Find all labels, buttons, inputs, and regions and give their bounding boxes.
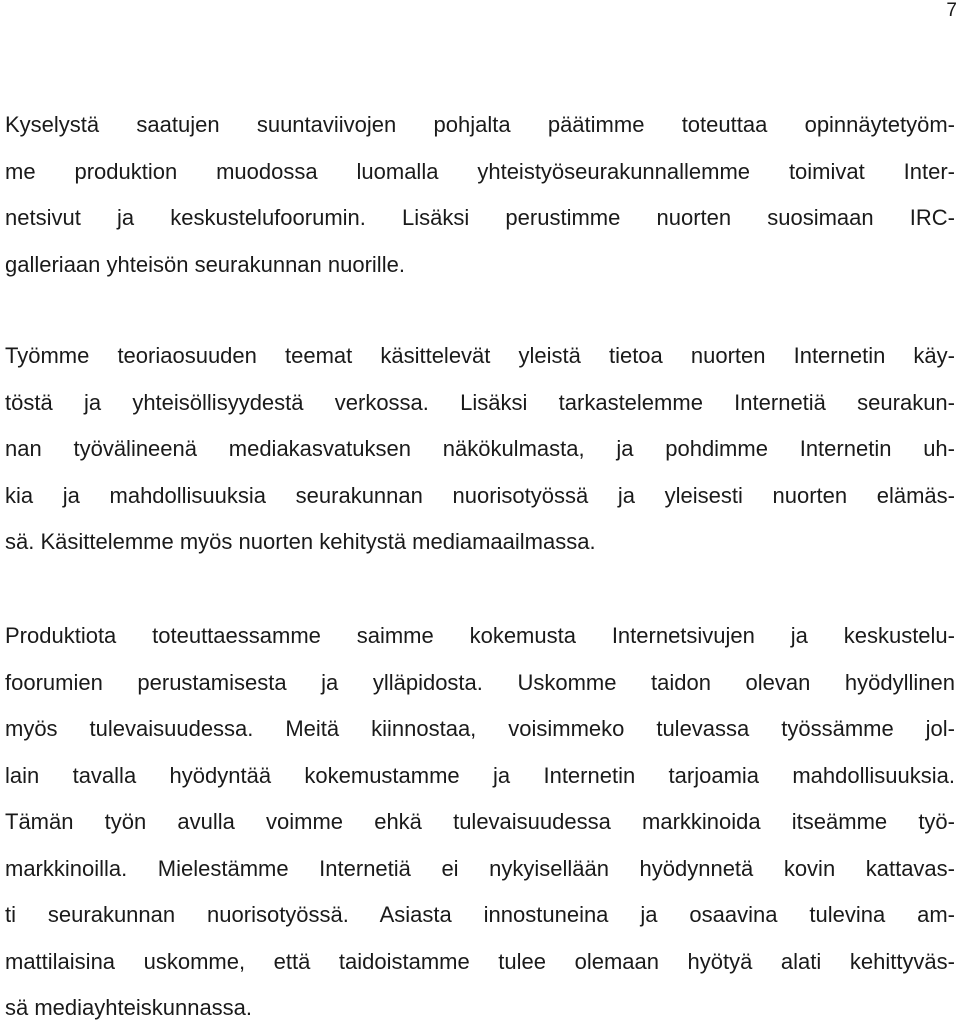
text-line: lain tavalla hyödyntää kokemustamme ja Internetin tarjoamia mahdollisuuksia.: [5, 762, 955, 788]
text-line: Työmme teoriaosuuden teemat käsittelevät yleistä tietoa nuorten Internetin käy-: [5, 343, 955, 368]
text-line: töstä ja yhteisöllisyydestä verkossa. Lisäksi tarkastelemme Internetiä seurakun-: [5, 389, 955, 415]
text-line: kia ja mahdollisuuksia seurakunnan nuorisotyössä ja yleisesti nuorten elämäs-: [5, 482, 955, 508]
text-line: galleriaan yhteisön seurakunnan nuorille.: [5, 251, 405, 277]
paragraph-2: [5, 333, 955, 566]
text-line: markkinoilla. Mielestämme Internetiä ei nykyisellään hyödynnetä kovin kattavas-: [5, 855, 955, 881]
text-line: Tämän työn avulla voimme ehkä tulevaisuudessa markkinoida itseämme työ-: [5, 809, 955, 834]
page-number: 7: [946, 0, 957, 21]
text-line: Kyselystä saatujen suuntaviivojen pohjalta päätimme toteuttaa opinnäytetyöm-: [5, 112, 955, 137]
text-line: myös tulevaisuudessa. Meitä kiinnostaa, voisimmeko tulevassa työssämme jol-: [5, 716, 955, 741]
paragraph-3: [5, 613, 955, 1032]
text-line: foorumien perustamisesta ja ylläpidosta. Uskomme taidon olevan hyödyllinen: [5, 669, 955, 695]
text-line: mattilaisina uskomme, että taidoistamme tulee olemaan hyötyä alati kehittyväs-: [5, 948, 955, 974]
text-line: Produktiota toteuttaessamme saimme kokemusta Internetsivujen ja keskustelu-: [5, 623, 955, 648]
paragraph-1: [5, 102, 955, 288]
text-line: sä mediayhteiskunnassa.: [5, 995, 253, 1020]
text-line: netsivut ja keskustelufoorumin. Lisäksi perustimme nuorten suosimaan IRC-: [5, 205, 955, 230]
text-line: nan työvälineenä mediakasvatuksen näkökulmasta, ja pohdimme Internetin uh-: [5, 436, 955, 461]
text-line: sä. Käsittelemme myös nuorten kehitystä mediamaailmassa.: [5, 529, 596, 554]
text-line: ti seurakunnan nuorisotyössä. Asiasta innostuneina ja osaavina tulevina am-: [5, 902, 955, 927]
text-line: me produktion muodossa luomalla yhteistyöseurakunnallemme toimivat Inter-: [5, 158, 955, 184]
